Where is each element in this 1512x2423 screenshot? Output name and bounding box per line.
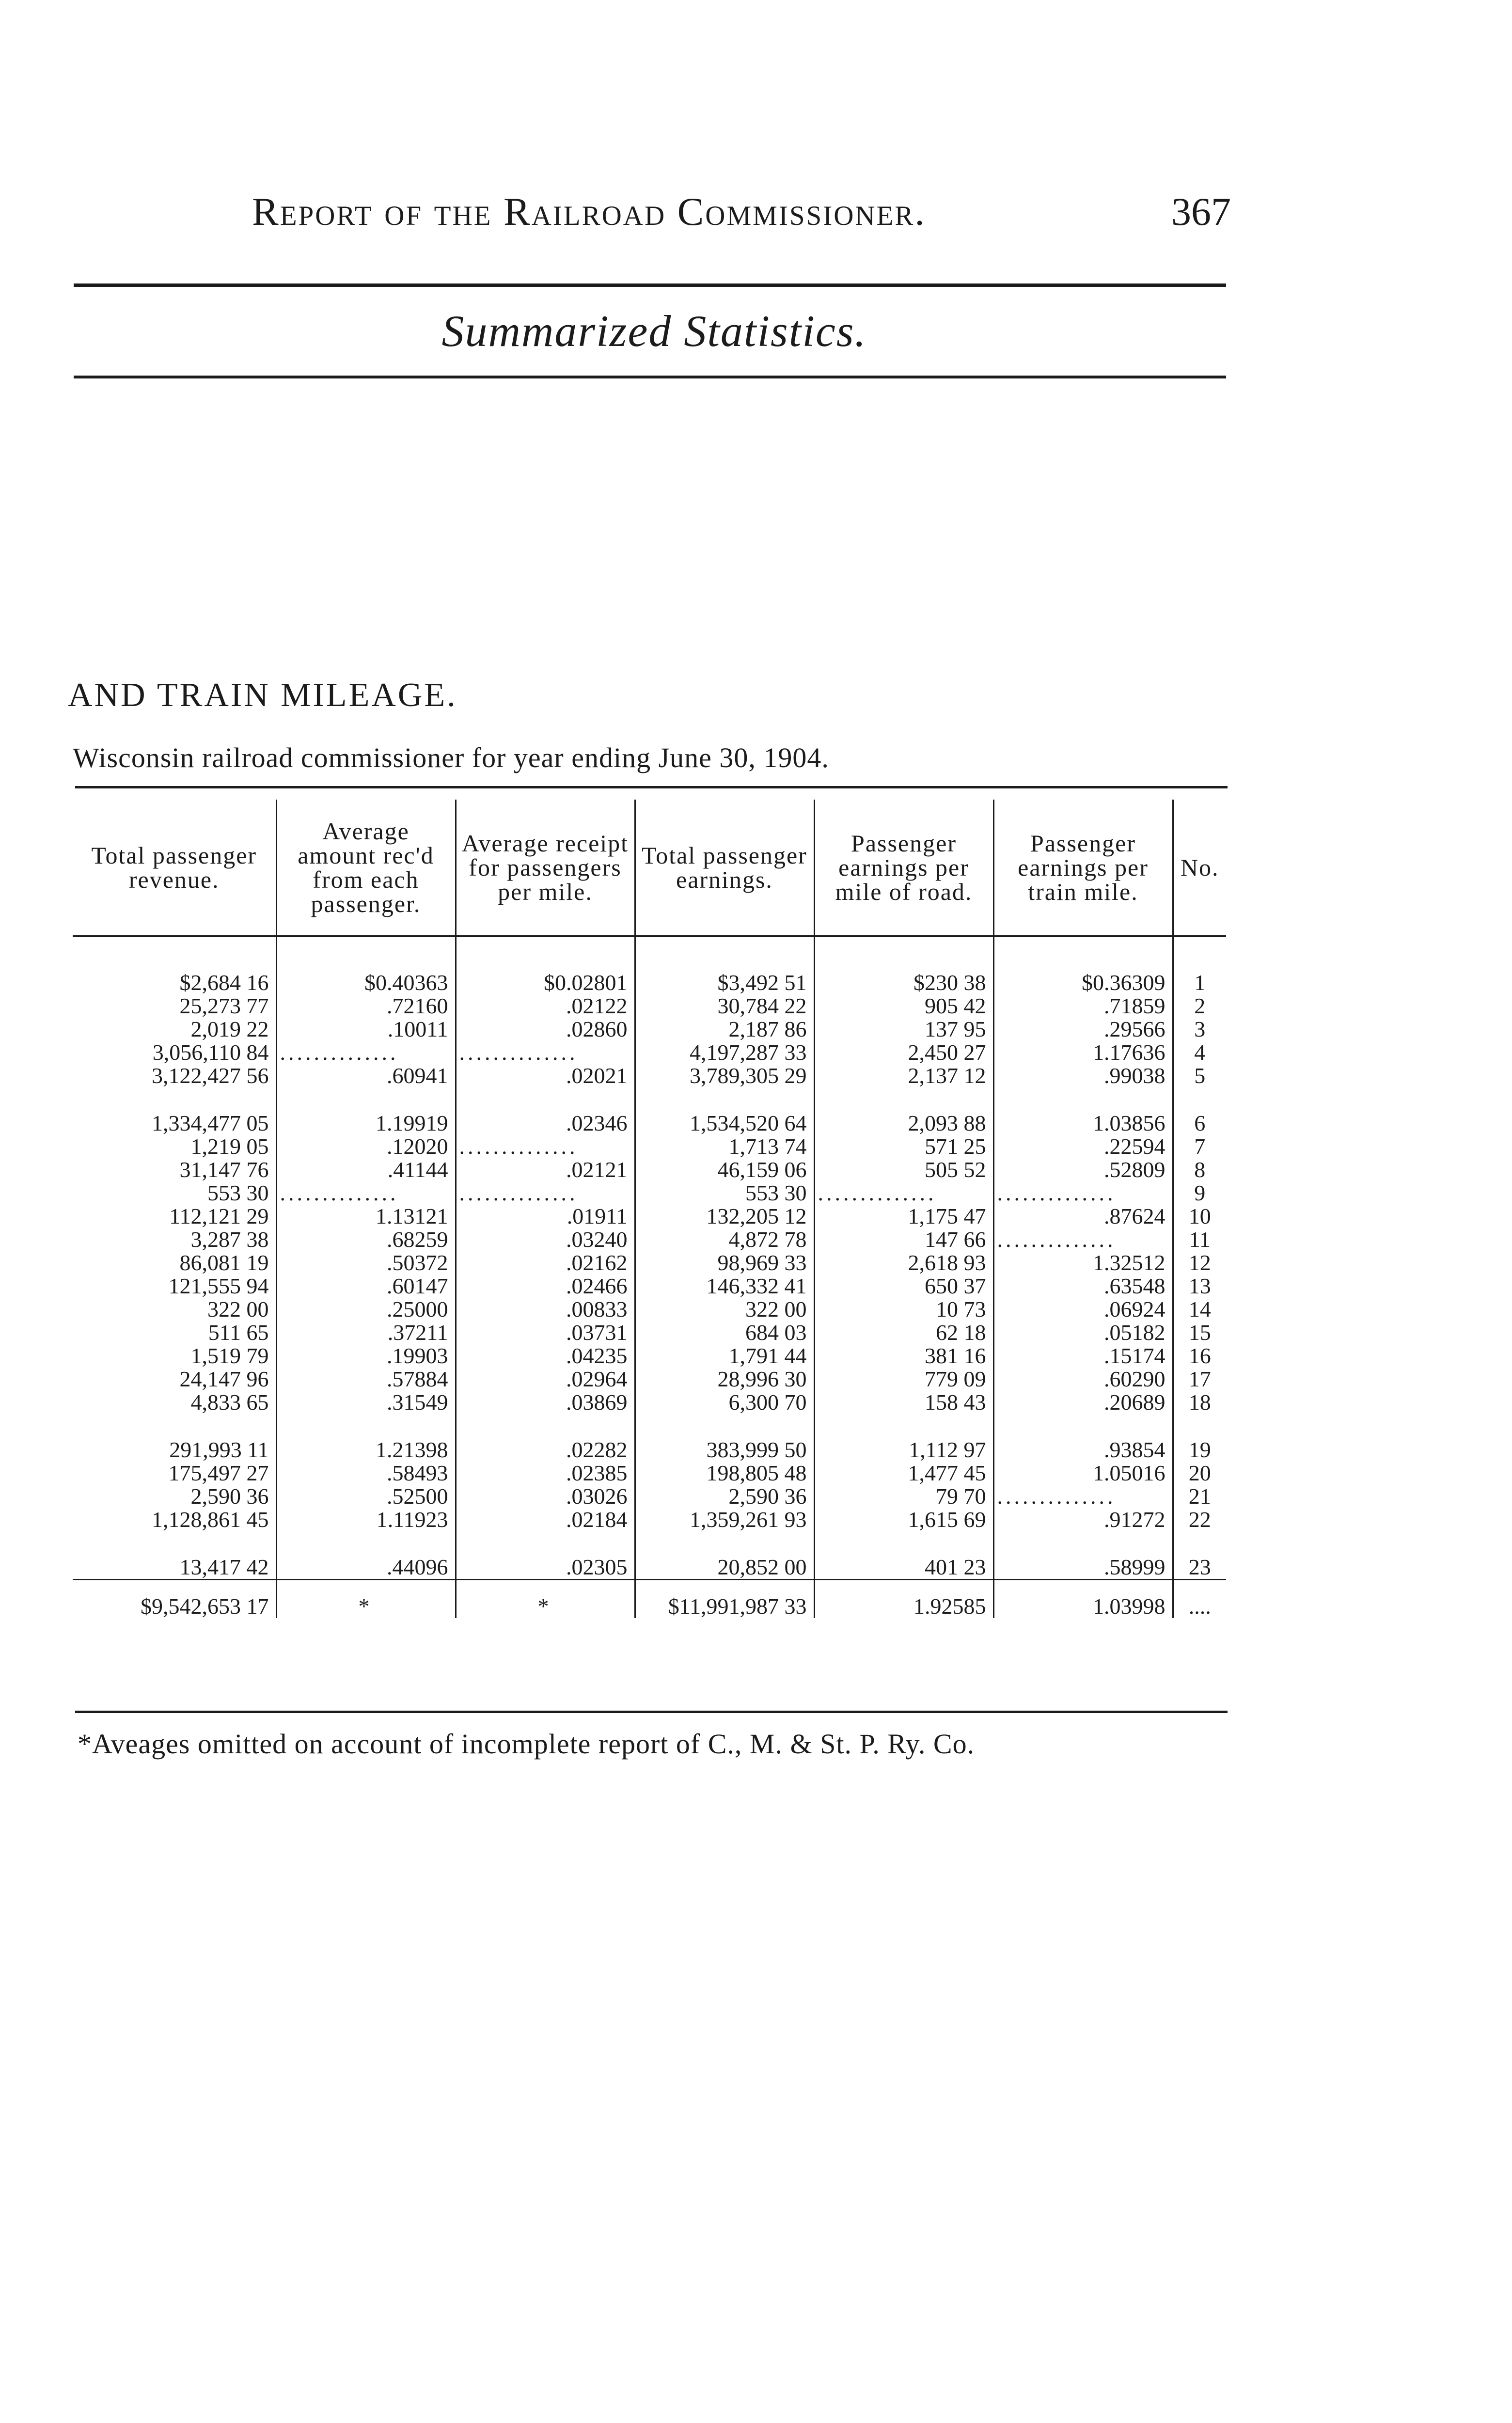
table-cell: 401 23: [814, 1531, 993, 1580]
table-cell: 1,791 44: [635, 1344, 814, 1368]
page-number: 367: [1171, 189, 1231, 234]
table-cell: .02860: [456, 1018, 635, 1041]
table-cell: .31549: [276, 1391, 456, 1414]
table-cell: 2,590 36: [635, 1485, 814, 1508]
table-cell: 17: [1188, 1367, 1211, 1391]
table-cell: 46,159 06: [635, 1158, 814, 1181]
table-cell: .04235: [456, 1344, 635, 1368]
table-cell: 28,996 30: [635, 1368, 814, 1391]
total-cell: *: [456, 1580, 635, 1619]
table-row: [73, 1064, 1226, 1087]
table-cell: 31,147 76: [73, 1158, 276, 1181]
column-header-earnings-per-mile-of-road: Passenger earnings per mile of road.: [814, 800, 993, 936]
table-cell: 553 30: [73, 1181, 276, 1205]
table-cell: .03869: [456, 1391, 635, 1414]
column-header-average-per-mile: Average receipt for passengers per mile.: [456, 800, 635, 936]
table-cell: 1,534,520 64: [635, 1087, 814, 1135]
table-cell: .00833: [456, 1298, 635, 1321]
table-row: [73, 1251, 1226, 1274]
column-header-total-passenger-revenue: Total passenger revenue.: [73, 800, 276, 936]
table-cell: 291,993 11: [73, 1414, 276, 1462]
table-cell: .02964: [456, 1368, 635, 1391]
table-row: [73, 1135, 1226, 1158]
table-row: [73, 1298, 1226, 1321]
table-cell: .58493: [276, 1462, 456, 1485]
table-row: [73, 1368, 1226, 1391]
table-cell: 147 66: [814, 1228, 993, 1251]
table-cell: 779 09: [814, 1368, 993, 1391]
table-cell: ..............: [276, 1041, 456, 1064]
table-cell: 2,093 88: [814, 1087, 993, 1135]
table-cell: .03731: [456, 1321, 635, 1344]
table-cell: .29566: [993, 1018, 1173, 1041]
column-header-total-passenger-earnings: Total passenger earnings.: [635, 800, 814, 936]
table-cell: 1,713 74: [635, 1135, 814, 1158]
table-cell: 571 25: [814, 1135, 993, 1158]
total-cell: *: [276, 1580, 456, 1619]
table-cell: 322 00: [73, 1298, 276, 1321]
footnote: *Aveages omitted on account of incomplete report of C., M. & St. P. Ry. Co.: [78, 1728, 975, 1760]
table-cell: 1,519 79: [73, 1344, 276, 1368]
table-cell: .99038: [993, 1064, 1173, 1087]
table-cell: 137 95: [814, 1018, 993, 1041]
table-cell: .87624: [993, 1205, 1173, 1228]
table-cell: .93854: [993, 1414, 1173, 1462]
total-cell: $11,991,987 33: [635, 1580, 814, 1619]
table-cell: ..............: [276, 1181, 456, 1205]
table-cell: .91272: [993, 1508, 1173, 1531]
table-cell: .02121: [456, 1158, 635, 1181]
table-row: [73, 1158, 1226, 1181]
table-cell: 1.32512: [993, 1251, 1173, 1274]
table-cell: $0.02801: [456, 936, 635, 994]
table-cell: ..............: [456, 1041, 635, 1064]
table-row: [73, 1531, 1226, 1580]
total-cell: $9,542,653 17: [73, 1580, 276, 1619]
table-cell: 1,128,861 45: [73, 1508, 276, 1531]
table-cell: 2,450 27: [814, 1041, 993, 1064]
table-cell: .60147: [276, 1274, 456, 1298]
total-cell: ....: [1173, 1580, 1226, 1619]
table-cell: 383,999 50: [635, 1414, 814, 1462]
table-cell: ..............: [993, 1181, 1173, 1205]
table-cell: 19: [1188, 1437, 1211, 1462]
table-cell: 23: [1188, 1555, 1211, 1579]
column-header-average-per-passenger: Average amount rec'd from each passenger.: [276, 800, 456, 936]
table-row: [73, 1205, 1226, 1228]
table-cell: 5: [1194, 1063, 1206, 1088]
table-cell: 13,417 42: [73, 1531, 276, 1580]
table-cell: .22594: [993, 1135, 1173, 1158]
table-cell: ..............: [993, 1485, 1173, 1508]
table-cell: 86,081 19: [73, 1251, 276, 1274]
table-cell: .52809: [993, 1158, 1173, 1181]
table-cell: .02021: [456, 1064, 635, 1087]
table-cell: 8: [1194, 1157, 1206, 1182]
table-cell: 1,615 69: [814, 1508, 993, 1531]
table-cell: .68259: [276, 1228, 456, 1251]
table-cell: 146,332 41: [635, 1274, 814, 1298]
table-cell: 16: [1188, 1343, 1211, 1368]
table-cell: 98,969 33: [635, 1251, 814, 1274]
table-cell: 62 18: [814, 1321, 993, 1344]
table-cell: 2,618 93: [814, 1251, 993, 1274]
table-row: [73, 1018, 1226, 1041]
running-title: Report of the Railroad Commissioner.: [252, 189, 926, 234]
table-cell: 15: [1188, 1320, 1211, 1345]
table-cell: .02385: [456, 1462, 635, 1485]
table-cell: 198,805 48: [635, 1462, 814, 1485]
table-header-row: [73, 800, 1226, 936]
table-cell: 1.13121: [276, 1205, 456, 1228]
table-cell: 322 00: [635, 1298, 814, 1321]
table-cell: 2,137 12: [814, 1064, 993, 1087]
table-cell: 158 43: [814, 1391, 993, 1414]
table-cell: 1: [1194, 970, 1206, 995]
table-row: [73, 1041, 1226, 1064]
table-cell: 1,175 47: [814, 1205, 993, 1228]
table-cell: .12020: [276, 1135, 456, 1158]
table-top-rule: [75, 786, 1228, 788]
table-cell: 112,121 29: [73, 1205, 276, 1228]
table-cell: .03240: [456, 1228, 635, 1251]
table-cell: 684 03: [635, 1321, 814, 1344]
table-cell: .20689: [993, 1391, 1173, 1414]
table-cell: .02162: [456, 1251, 635, 1274]
table-cell: 3,789,305 29: [635, 1064, 814, 1087]
table-cell: $0.40363: [276, 936, 456, 994]
table-row: [73, 1228, 1226, 1251]
table-subheading: Wisconsin railroad commissioner for year ending June 30, 1904.: [73, 742, 829, 773]
table-cell: 30,784 22: [635, 994, 814, 1018]
table-cell: .37211: [276, 1321, 456, 1344]
table-cell: 21: [1188, 1484, 1211, 1509]
page-header: [252, 189, 1231, 242]
table-cell: .05182: [993, 1321, 1173, 1344]
table-cell: .01911: [456, 1205, 635, 1228]
table-cell: .06924: [993, 1298, 1173, 1321]
table-cell: 9: [1194, 1180, 1206, 1205]
table-cell: 22: [1188, 1507, 1211, 1532]
table-cell: 132,205 12: [635, 1205, 814, 1228]
table-cell: 4,197,287 33: [635, 1041, 814, 1064]
table-cell: .71859: [993, 994, 1173, 1018]
table-cell: .02282: [456, 1414, 635, 1462]
table-cell: 4: [1194, 1040, 1206, 1065]
table-cell: .19903: [276, 1344, 456, 1368]
table-cell: .41144: [276, 1158, 456, 1181]
table-row: [73, 1508, 1226, 1531]
table-cell: .02466: [456, 1274, 635, 1298]
table-row: [73, 936, 1226, 994]
table-cell: .02122: [456, 994, 635, 1018]
table-cell: 1.19919: [276, 1087, 456, 1135]
table-cell: 2,187 86: [635, 1018, 814, 1041]
table-row: [73, 994, 1226, 1018]
table-cell: 1.21398: [276, 1414, 456, 1462]
table-cell: 1.03856: [993, 1087, 1173, 1135]
table-cell: 13: [1188, 1274, 1211, 1298]
table-cell: 25,273 77: [73, 994, 276, 1018]
table-row: [73, 1391, 1226, 1414]
table-row: [73, 1344, 1226, 1368]
table-cell: ..............: [993, 1228, 1173, 1251]
table-cell: 2,019 22: [73, 1018, 276, 1041]
table-cell: .02346: [456, 1087, 635, 1135]
table-cell: 2,590 36: [73, 1485, 276, 1508]
table-cell: 18: [1188, 1390, 1211, 1415]
table-cell: 511 65: [73, 1321, 276, 1344]
table-cell: 175,497 27: [73, 1462, 276, 1485]
table-cell: .25000: [276, 1298, 456, 1321]
table-cell: 6: [1194, 1111, 1206, 1135]
table-cell: 20,852 00: [635, 1531, 814, 1580]
table-cell: 1.11923: [276, 1508, 456, 1531]
table-cell: 121,555 94: [73, 1274, 276, 1298]
table-cell: 4,833 65: [73, 1391, 276, 1414]
statistics-table: [73, 800, 1226, 1618]
total-row: [73, 1580, 1226, 1619]
section-rule: [74, 376, 1226, 378]
total-cell: 1.92585: [814, 1580, 993, 1619]
table-cell: .60290: [993, 1368, 1173, 1391]
table-cell: ..............: [456, 1135, 635, 1158]
column-header-earnings-per-train-mile: Passenger earnings per train mile.: [993, 800, 1173, 936]
table-cell: 79 70: [814, 1485, 993, 1508]
section-title: Summarized Statistics.: [441, 306, 867, 356]
table-cell: 14: [1188, 1297, 1211, 1322]
table-cell: 1,359,261 93: [635, 1508, 814, 1531]
table-cell: .72160: [276, 994, 456, 1018]
table-cell: .02184: [456, 1508, 635, 1531]
table-cell: .44096: [276, 1531, 456, 1580]
table-cell: 3,122,427 56: [73, 1064, 276, 1087]
table-cell: $230 38: [814, 936, 993, 994]
table-cell: .15174: [993, 1344, 1173, 1368]
table-cell: .10011: [276, 1018, 456, 1041]
table-cell: 20: [1188, 1461, 1211, 1485]
table-cell: 7: [1194, 1134, 1206, 1159]
table-row: [73, 1087, 1226, 1135]
table-cell: $2,684 16: [73, 936, 276, 994]
table-cell: ..............: [814, 1181, 993, 1205]
table-cell: 2: [1194, 993, 1206, 1018]
table-cell: .58999: [993, 1531, 1173, 1580]
table-row: [73, 1181, 1226, 1205]
table-cell: 905 42: [814, 994, 993, 1018]
table-cell: .63548: [993, 1274, 1173, 1298]
table-row: [73, 1462, 1226, 1485]
table-cell: 11: [1189, 1227, 1211, 1252]
table-cell: 1,112 97: [814, 1414, 993, 1462]
table-row: [73, 1485, 1226, 1508]
table-cell: 1,477 45: [814, 1462, 993, 1485]
table-cell: 1,334,477 05: [73, 1087, 276, 1135]
table-cell: 3,287 38: [73, 1228, 276, 1251]
top-rule: [74, 283, 1226, 287]
table-cell: 24,147 96: [73, 1368, 276, 1391]
table-cell: .02305: [456, 1531, 635, 1580]
table-cell: 12: [1188, 1250, 1211, 1275]
table-row: [73, 1274, 1226, 1298]
table-cell: .60941: [276, 1064, 456, 1087]
table-cell: 4,872 78: [635, 1228, 814, 1251]
table-cell: ..............: [456, 1181, 635, 1205]
table-row: [73, 1321, 1226, 1344]
table-cell: 1.17636: [993, 1041, 1173, 1064]
table-cell: .03026: [456, 1485, 635, 1508]
total-cell: 1.03998: [993, 1580, 1173, 1619]
table-cell: 10: [1188, 1204, 1211, 1228]
table-cell: 6,300 70: [635, 1391, 814, 1414]
table-heading: AND TRAIN MILEAGE.: [68, 677, 457, 714]
table-cell: 3,056,110 84: [73, 1041, 276, 1064]
table-cell: 553 30: [635, 1181, 814, 1205]
table-cell: 505 52: [814, 1158, 993, 1181]
table-cell: .57884: [276, 1368, 456, 1391]
table-bottom-rule: [75, 1711, 1228, 1713]
table-cell: 650 37: [814, 1274, 993, 1298]
column-header-number: No.: [1173, 800, 1226, 936]
table-row: [73, 1414, 1226, 1462]
table-cell: 1.05016: [993, 1462, 1173, 1485]
table-cell: .52500: [276, 1485, 456, 1508]
table-cell: $3,492 51: [635, 936, 814, 994]
table-cell: $0.36309: [993, 936, 1173, 994]
table-cell: 3: [1194, 1017, 1206, 1041]
table-cell: 381 16: [814, 1344, 993, 1368]
table-cell: 10 73: [814, 1298, 993, 1321]
table-cell: .50372: [276, 1251, 456, 1274]
table-body: [73, 936, 1226, 1618]
table-cell: 1,219 05: [73, 1135, 276, 1158]
